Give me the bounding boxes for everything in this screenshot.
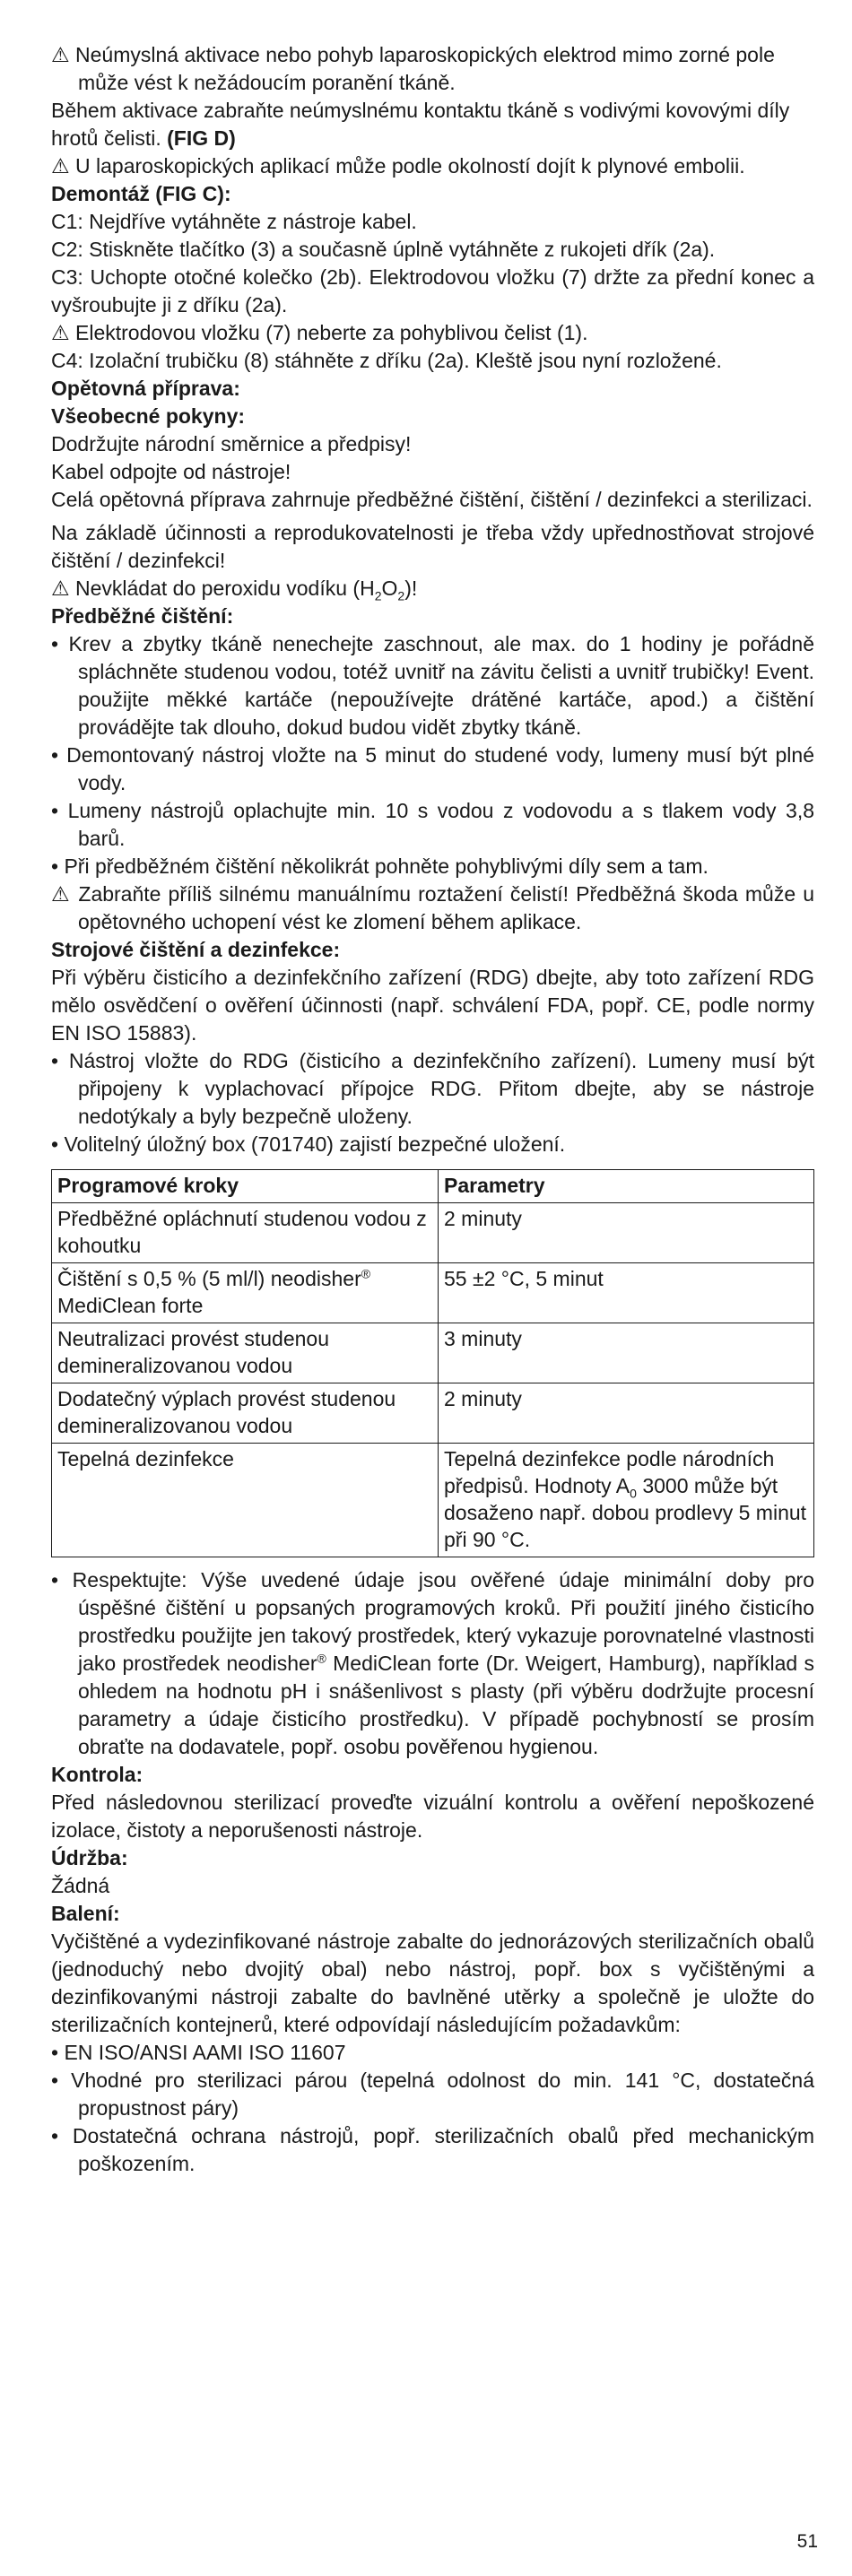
table-cell-step (52, 1263, 439, 1323)
step-c1: C1: Nejdříve vytáhněte z nástroje kabel. (51, 210, 417, 233)
general-line-4: Na základě účinnosti a reprodukovatelnosti je třeba vždy upřednostňovat strojové čištění / dezinfekci! (51, 521, 814, 572)
registered-mark: ® (317, 1651, 326, 1666)
warning-h2o2-mid: O (381, 577, 398, 600)
table-header-steps: Programové kroky (52, 1170, 439, 1203)
warning-jaws-spreading: ⚠ Zabraňte příliš silnému manuálnímu roztažení čelistí! Předběžná škoda může u opětovného uchopení vést ke zlomení během aplikace. (51, 882, 814, 933)
general-line-1: Dodržujte národní směrnice a předpisy! (51, 432, 412, 455)
figure-reference: (FIG D) (167, 126, 236, 150)
list-item-respektujte (51, 1566, 814, 1761)
table-cell-parameter: 2 minuty (439, 1383, 814, 1444)
table-cell-step: Tepelná dezinfekce (52, 1444, 439, 1557)
list-item: • Volitelný úložný box (701740) zajistí bezpečné uložení. (51, 1132, 566, 1156)
document-page (51, 41, 814, 2178)
subscript-0: 0 (630, 1486, 637, 1501)
paragraph-rdg: Při výběru čisticího a dezinfekčního zařízení (RDG) dbejte, aby toto zařízení RDG mělo osvědčení o ověření účinnosti (např. schválení FDA, popř. CE, podle normy EN ISO 15883). (51, 966, 814, 1045)
step-c3: C3: Uchopte otočné kolečko (2b). Elektrodovou vložku (7) držte za přední konec a vyšroubujte ji z dříku (2a). (51, 265, 814, 317)
warning-hydrogen-peroxide (51, 575, 814, 603)
heading-baleni: Balení: (51, 1902, 120, 1925)
warning-electrode-insert: ⚠ Elektrodovou vložku (7) neberte za pohyblivou čelist (1). (51, 321, 588, 344)
paragraph-udrzba: Žádná (51, 1874, 110, 1897)
general-line-2: Kabel odpojte od nástroje! (51, 460, 291, 483)
disinfection-text-a: Tepelná dezinfekce podle národních předpisů. Hodnoty A (444, 1447, 775, 1497)
disinfection-text-b: 3000 může být dosaženo např. dobou prodlevy 5 minut při 90 °C. (444, 1474, 807, 1551)
list-item: • Demontovaný nástroj vložte na 5 minut do studené vody, lumeny musí být plné vody. (51, 743, 814, 794)
table-cell-step: Předběžné opláchnutí studenou vodou z kohoutku (52, 1203, 439, 1263)
respektujte-text-a: • Respektujte: Výše uvedené údaje jsou ověřené údaje minimální doby pro úspěšné čištění u popsaných programových kroků. Při použití jiného čisticího prostředku použijte jen takový prostředek, který vykazuje porovnatelné vlastnosti jako prostředek neodisher (51, 1568, 814, 1675)
table-header-row (52, 1170, 814, 1203)
heading-opetovna-priprava: Opětovná příprava: (51, 377, 240, 400)
warning-electrode-activation: ⚠ Neúmyslná aktivace nebo pohyb laparoskopických elektrod mimo zorné pole (51, 43, 775, 66)
general-line-3: Celá opětovná příprava zahrnuje předběžné čištění, čištění / dezinfekci a sterilizaci. (51, 488, 813, 511)
table-cell-parameter: 3 minuty (439, 1323, 814, 1383)
table-header-parameters: Parametry (439, 1170, 814, 1203)
step-c4: C4: Izolační trubičku (8) stáhněte z dříku (2a). Kleště jsou nyní rozložené. (51, 349, 722, 372)
heading-vseobecne-pokyny: Všeobecné pokyny: (51, 404, 246, 428)
program-steps-table (51, 1169, 814, 1557)
paragraph-baleni: Vyčištěné a vydezinfikované nástroje zabalte do jednorázových sterilizačních obalů (jednoduchý nebo dvojitý obal) nebo nástroj, popř. box s vyčištěnými a dezinfikovanými nástroji zabalte do bavlněné utěrky a společně je uložte do sterilizačních kontejnerů, které odpovídají následujícím požadavkům: (51, 1930, 814, 2036)
table-row (52, 1323, 814, 1383)
table-row (52, 1263, 814, 1323)
list-item: • Krev a zbytky tkáně nenechejte zaschnout, ale max. do 1 hodiny je pořádně spláchněte studenou vodou, totéž uvnitř na závitu čelisti a uvnitř trubičky! Event. použijte měkké kartáče (nepoužívejte drátěné kartáče, apod.) a čištění provádějte tak dlouho, dokud budou vidět zbytky tkáně. (51, 632, 814, 739)
step-c2: C2: Stiskněte tlačítko (3) a současně úplně vytáhněte z rukojeti dřík (2a). (51, 238, 716, 261)
list-item: • Při předběžném čištění několikrát pohněte pohyblivými díly sem a tam. (51, 854, 709, 878)
table-cell-step: Neutralizaci provést studenou demineralizovanou vodou (52, 1323, 439, 1383)
heading-kontrola: Kontrola: (51, 1763, 143, 1786)
paragraph-contact-avoid-text: Během aktivace zabraňte neúmyslnému kontaktu tkáně s vodivými kovovými díly hrotů čelisti. (51, 99, 790, 150)
heading-demontaz: Demontáž (FIG C): (51, 182, 231, 205)
table-row (52, 1444, 814, 1557)
warning-electrode-activation-cont: může vést k nežádoucím poranění tkáně. (78, 71, 456, 94)
heading-udrzba: Údržba: (51, 1846, 128, 1869)
table-cell-parameter: 2 minuty (439, 1203, 814, 1263)
table-cell-parameter: 55 ±2 °C, 5 minut (439, 1263, 814, 1323)
subscript-2a: 2 (374, 588, 382, 603)
heading-predbezne-cisteni: Předběžné čištění: (51, 604, 234, 628)
table-cell-parameter (439, 1444, 814, 1557)
registered-mark: ® (361, 1266, 371, 1281)
list-item: • Nástroj vložte do RDG (čisticího a dezinfekčního zařízení). Lumeny musí být připojeny k vyplachovací přípojce RDG. Přitom dbejte, aby se nástroje nedotýkaly a byly bezpečně uloženy. (51, 1049, 814, 1128)
cleaning-step-product: MediClean forte (57, 1294, 204, 1317)
paragraph-kontrola: Před následovnou sterilizací proveďte vizuální kontrolu a ověření nepoškozené izolace, čistoty a neporušenosti nástroje. (51, 1791, 814, 1842)
list-item: • Vhodné pro sterilizaci párou (tepelná odolnost do min. 141 °C, dostatečná propustnost páry) (51, 2069, 814, 2120)
heading-strojove-cisteni: Strojové čištění a dezinfekce: (51, 938, 341, 961)
warning-h2o2-pre: ⚠ Nevkládat do peroxidu vodíku (H (51, 577, 375, 600)
table-cell-step: Dodatečný výplach provést studenou demineralizovanou vodou (52, 1383, 439, 1444)
respektujte-text-b: MediClean forte (Dr. Weigert, Hamburg), například s ohledem na hodnotu pH i snášenlivost s plasty (při výběru dodržujte procesní parametry a údaje čisticího prostředku). V případě pochybností se prosím obraťte na dodavatele, popř. osobu pověřenou hygienou. (78, 1652, 814, 1758)
table-row (52, 1203, 814, 1263)
list-item: • Lumeny nástrojů oplachujte min. 10 s vodou z vodovodu a s tlakem vody 3,8 barů. (51, 799, 814, 850)
table-row (52, 1383, 814, 1444)
warning-gas-embolism: ⚠ U laparoskopických aplikací může podle okolností dojít k plynové embolii. (51, 154, 745, 178)
paragraph-contact-avoid (51, 97, 814, 152)
cleaning-step-text: Čištění s 0,5 % (5 ml/l) neodisher (57, 1267, 361, 1290)
list-item: • EN ISO/ANSI AAMI ISO 11607 (51, 2041, 346, 2064)
subscript-2b: 2 (397, 588, 405, 603)
warning-h2o2-post: )! (404, 577, 418, 600)
page-number: 51 (796, 2531, 818, 2552)
list-item: • Dostatečná ochrana nástrojů, popř. sterilizačních obalů před mechanickým poškozením. (51, 2124, 814, 2175)
